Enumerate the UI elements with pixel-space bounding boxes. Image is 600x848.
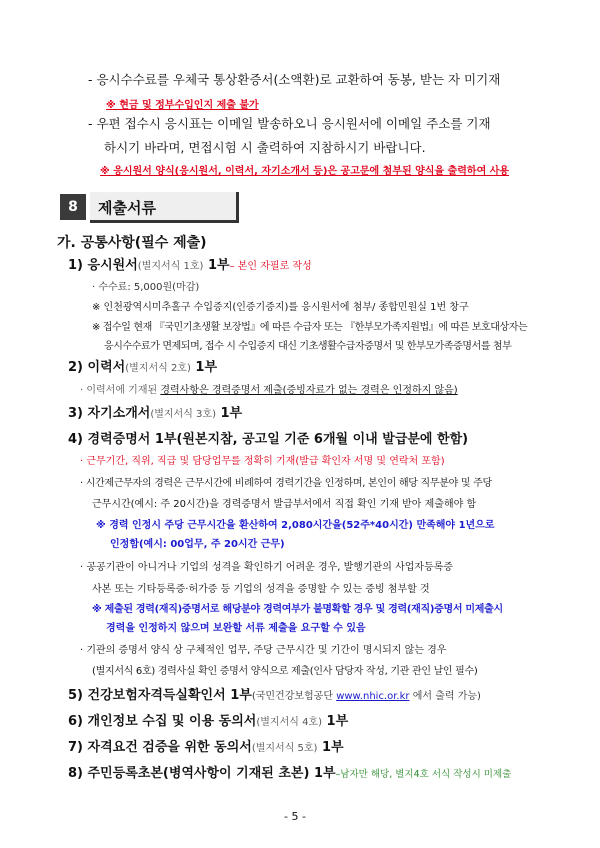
note-line: 경력을 인정하지 않으며 보완할 서류 제출을 요구할 수 있음 xyxy=(106,623,366,634)
bullet-line: 사본 또는 기타등록증·허가증 등 기업의 성격을 증명할 수 있는 증빙 첨부할 것 xyxy=(92,584,430,595)
item-qty: 1부 xyxy=(326,714,349,729)
page-number: - 5 - xyxy=(284,810,306,823)
item-title: 응시원서 xyxy=(87,258,138,273)
item-qty: 1부 xyxy=(322,740,344,755)
text-span: 경력사항은 경력증명서 제출(증빙자료가 없는 경력은 인정하지 않음) xyxy=(160,385,458,396)
item-note: – 본인 자필로 작성 xyxy=(229,261,312,272)
section-title: 제출서류 xyxy=(98,199,156,217)
note-line: ※ 접수일 현재 『국민기초생활 보장법』에 따른 수급자 또는 『한부모가족지원법』에 따른 보호대상자는 xyxy=(92,322,528,333)
item-title: 이력서 xyxy=(87,360,126,375)
item-source xyxy=(252,691,481,702)
note-line: ※ 현금 및 정부수입인지 제출 불가 xyxy=(106,100,259,111)
subheading: 가. 공통사항(필수 제출) xyxy=(57,235,207,251)
note-line: 응시수수료가 면제되며, 접수 시 수입증지 대신 기초생활수급자증명서 및 한부모가족증명서를 첨부 xyxy=(104,341,512,352)
list-item xyxy=(68,736,344,755)
item-number: 7) xyxy=(68,740,83,755)
bullet-line: · 기관의 증명서 양식 상 구체적인 업무, 주당 근무시간 및 기간이 명시되지 않는 경우 xyxy=(80,645,447,656)
list-item xyxy=(68,254,312,273)
list-item xyxy=(68,428,468,447)
note-line: ※ 경력 인정시 주당 근무시간을 환산하여 2,080시간을(52주*40시간) 만족해야 1년으로 xyxy=(96,520,495,531)
bullet-line: (별지서식 6호) 경력사실 확인 증명서 양식으로 제출(인사 담당자 작성, 기관 관인 날인 필수) xyxy=(92,666,478,677)
bullet-line: 근무시간(예시: 주 20시간)을 경력증명서 발급부서에서 직접 확인 기재 받아 제출해야 함 xyxy=(92,499,477,510)
item-qty: 1부 xyxy=(220,406,243,421)
item-qty: 1부 xyxy=(195,360,218,375)
item-number: 3) xyxy=(68,406,83,421)
item-note: –남자만 해당, 별지4호 서식 작성시 미제출 xyxy=(335,769,512,780)
text-span: (국민건강보험공단 xyxy=(251,691,337,702)
list-item xyxy=(68,710,348,729)
list-item xyxy=(68,762,511,781)
item-number: 6) xyxy=(68,714,83,729)
bullet-line: · 공공기관이 아니거나 기업의 성격을 확인하기 어려운 경우, 발행기관의 사업자등록증 xyxy=(80,562,454,573)
item-form: (별지서식 2호) xyxy=(125,363,191,374)
list-item xyxy=(68,402,242,421)
bullet-line: · 근무기간, 직위, 직급 및 담당업무를 정확히 기재(발급 확인자 서명 및 연락처 포함) xyxy=(80,456,445,467)
item-qty: 1부 xyxy=(313,766,336,781)
item-title: 개인정보 수집 및 이용 동의서 xyxy=(87,714,257,729)
item-title: 자기소개서 xyxy=(87,406,151,421)
note-line: ※ 제출된 경력(재직)증명서로 해당분야 경력여부가 불명확할 경우 및 경력(재직)증명서 미제출시 xyxy=(92,604,503,615)
text-line: - 응시수수료를 우체국 통상환증서(소액환)로 교환하여 동봉, 받는 자 미기재 xyxy=(88,72,501,87)
section-number: 8 xyxy=(60,194,86,220)
list-item xyxy=(68,684,481,703)
item-form: (별지서식 4호) xyxy=(256,717,322,728)
fee-line: · 수수료: 5,000원(마감) xyxy=(92,282,200,293)
item-number: 4) xyxy=(68,432,83,447)
bullet-line: · 시간제근무자의 경력은 근무시간에 비례하여 경력기간을 인정하며, 본인이 해당 직무분야 및 주당 xyxy=(80,478,492,489)
text-span: 에서 출력 가능) xyxy=(409,691,481,702)
item-title: 자격요건 검증을 위한 동의서 xyxy=(87,740,252,755)
item-title: 경력증명서 1부(원본지참, 공고일 기준 6개월 이내 발급분에 한함) xyxy=(87,432,469,447)
item-form: (별지서식 1호) xyxy=(137,261,204,272)
item-form: (별지서식 3호) xyxy=(150,409,216,420)
item-title: 주민등록초본(병역사항이 기재된 초본) xyxy=(87,766,310,781)
text-span: · 이력서에 기재된 xyxy=(80,385,161,396)
item-qty: 1부 xyxy=(207,258,230,273)
list-item xyxy=(68,356,217,375)
item-number: 5) xyxy=(68,688,83,703)
item-number: 8) xyxy=(68,766,83,781)
text-line xyxy=(80,381,458,396)
item-number: 1) xyxy=(68,258,83,273)
item-number: 2) xyxy=(68,360,83,375)
text-line: 하시기 바라며, 면접시험 시 출력하여 지참하시기 바랍니다. xyxy=(104,140,426,155)
item-title: 건강보험자격득실확인서 xyxy=(87,688,226,703)
text-line: - 우편 접수시 응시표는 이메일 발송하오니 응시원서에 이메일 주소를 기재 xyxy=(88,116,491,131)
note-line: ※ 인천광역시미추홀구 수입증지(인증기증지)를 응시원서에 첨부/ 종합민원실 1번 창구 xyxy=(92,302,469,313)
note-line: 인정함(예시: 00업무, 주 20시간 근무) xyxy=(110,539,285,550)
note-line: ※ 응시원서 양식(응시원서, 이력서, 자기소개서 등)은 공고문에 첨부된 양식을 출력하여 사용 xyxy=(100,166,510,177)
website-link[interactable]: www.nhic.or.kr xyxy=(336,691,410,702)
item-form: (별지서식 5호) xyxy=(251,743,318,754)
item-qty: 1부 xyxy=(230,688,252,703)
